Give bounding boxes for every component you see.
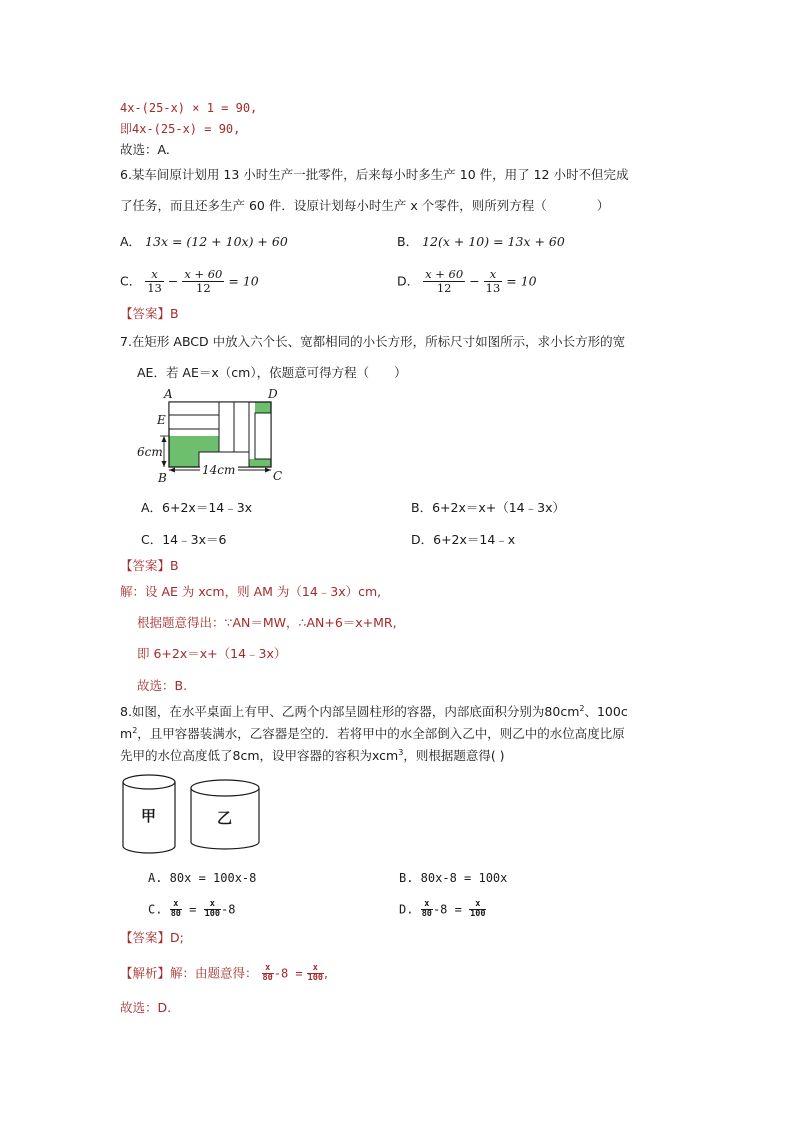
q6-option-a — [120, 234, 288, 250]
q8-choose: 故选：D. — [120, 1000, 172, 1015]
frac-denominator: 100 — [470, 909, 486, 919]
small-rect-1 — [169, 402, 219, 415]
q8-answer: 【答案】D; — [120, 930, 184, 945]
q7-option-d: D．6+2x＝14﹣x — [411, 532, 516, 547]
q8-text-3b: ，则根据题意得( ) — [403, 748, 505, 763]
frac-denominator: 12 — [436, 281, 452, 295]
q6-option-d-fraction-2 — [484, 268, 503, 295]
q8-option-d-fraction-2 — [469, 900, 486, 919]
frac-denominator: 100 — [307, 973, 323, 983]
q8-text-2b: ，且甲容器装满水，乙容器是空的．若将甲中的水全部倒入乙中，则乙中的水位高度比原 — [137, 726, 625, 741]
cylinder-yi-top — [191, 780, 259, 796]
prev-equation-2: 即4x-(25-x) = 90, — [120, 122, 241, 136]
label-height: 6cm — [137, 445, 163, 459]
green-region-top-right — [255, 402, 271, 413]
frac-numerator: x — [421, 900, 433, 910]
frac-denominator: 100 — [204, 909, 220, 919]
q8-solution — [120, 964, 328, 983]
q8-option-d-label: D. — [399, 902, 414, 917]
minus-eight-equals: -8 = — [432, 902, 462, 917]
minus-eight-equals: -8 = — [273, 966, 303, 981]
comma: , — [324, 965, 328, 981]
q8-text-1 — [120, 704, 628, 720]
q8-text-3 — [120, 748, 505, 764]
q7-solution-1: 解：设 AE 为 xcm，则 AM 为（14﹣3x）cm, — [120, 584, 382, 599]
q7-answer: 【答案】B — [120, 558, 179, 573]
q6-option-d-fraction-1 — [423, 268, 465, 295]
q8-cylinders-figure — [120, 770, 280, 860]
q6-option-a-label: A． — [120, 234, 142, 249]
q6-option-b-equation: 12(x + 10) = 13x + 60 — [422, 234, 565, 249]
q6-option-c-fraction-1 — [145, 268, 164, 295]
q7-text-2: AE．若 AE＝x（cm），依题意可得方程（ ） — [137, 365, 407, 380]
cylinder-jia-top — [123, 775, 175, 789]
q7-text-1: 7.在矩形 ABCD 中放入六个长、宽都相同的小长方形，所标尺寸如图所示，求小长方形的宽 — [120, 334, 626, 349]
frac-denominator: 13 — [485, 281, 501, 295]
q8-option-c — [148, 900, 235, 919]
minus-sign: − — [469, 273, 480, 289]
cylinder-yi-label: 乙 — [217, 809, 233, 827]
label-b: B — [158, 471, 167, 485]
q7-solution-3: 即 6+2x＝x+（14﹣3x） — [137, 646, 287, 661]
q6-option-c — [120, 268, 259, 295]
q6-option-b — [397, 234, 565, 250]
q7-option-b: B．6+2x＝x+（14﹣3x） — [411, 500, 565, 515]
q8-text-3a: 先甲的水位高度低了8cm，设甲容器的容积为xcm — [120, 748, 399, 763]
equals-ten: = 10 — [506, 273, 537, 289]
frac-numerator: x — [170, 900, 182, 910]
q8-text-1a: 8.如图，在水平桌面上有甲、乙两个内部呈圆柱形的容器，内部底面积分别为80cm — [120, 704, 580, 719]
frac-denominator: 80 — [421, 909, 432, 919]
dim-arrow-right — [265, 468, 271, 473]
small-rect-2 — [169, 415, 219, 429]
label-width: 14cm — [202, 463, 236, 477]
equals-ten: = 10 — [228, 273, 259, 289]
q8-solution-fraction-2 — [307, 964, 324, 983]
green-region-bottom-right — [249, 459, 271, 467]
q8-sup-1: 2 — [579, 704, 585, 713]
minus-eight: -8 — [221, 902, 236, 917]
q8-option-c-fraction-2 — [204, 900, 221, 919]
label-c: C — [273, 469, 283, 483]
q8-option-d — [399, 900, 486, 919]
q8-solution-label: 【解析】解：由题意得： — [120, 965, 258, 981]
q8-text-2a: m — [120, 726, 133, 741]
q6-option-a-equation: 13x = (12 + 10x) + 60 — [145, 234, 288, 249]
frac-numerator: x + 60 — [425, 267, 464, 281]
prev-choose: 故选：A. — [120, 142, 170, 157]
frac-numerator: x — [262, 964, 274, 974]
q6-answer: 【答案】B — [120, 306, 179, 321]
q8-option-d-fraction-1 — [421, 900, 433, 919]
equals-sign: = — [189, 902, 197, 917]
q8-option-c-label: C. — [148, 902, 163, 917]
q7-rectangle-figure — [134, 386, 294, 486]
label-a: A — [164, 387, 173, 401]
q8-sup-2: 2 — [132, 726, 138, 735]
frac-denominator: 13 — [147, 281, 162, 295]
q8-text-1b: 、100c — [584, 704, 628, 719]
q7-option-c: C．14﹣3x＝6 — [141, 532, 227, 547]
q6-option-c-label: C． — [120, 273, 142, 289]
minus-sign: − — [167, 273, 179, 289]
small-rect-5 — [255, 413, 271, 459]
prev-equation-1: 4x-(25-x) × 1 = 90, — [120, 101, 258, 115]
dim-arrow-up — [162, 436, 167, 442]
frac-numerator: x — [204, 900, 221, 910]
q8-text-2 — [120, 726, 625, 742]
q7-option-a: A．6+2x＝14﹣3x — [141, 500, 253, 515]
q7-solution-4: 故选：B. — [137, 678, 188, 693]
frac-denominator: 80 — [170, 909, 181, 919]
frac-numerator: x + 60 — [184, 267, 223, 281]
cylinder-jia-label: 甲 — [141, 807, 157, 825]
frac-numerator: x — [145, 268, 164, 282]
q6-option-c-fraction-2 — [182, 268, 224, 295]
dim-arrow-down — [162, 461, 167, 467]
q8-option-a: A. 80x = 100x-8 — [148, 871, 257, 885]
q7-solution-2: 根据题意得出：∵AN＝MW，∴AN+6＝x+MR, — [137, 615, 397, 630]
frac-denominator: 12 — [196, 281, 211, 295]
q6-option-d-label: D． — [397, 273, 420, 289]
label-e: E — [157, 413, 166, 427]
q6-option-b-label: B． — [397, 234, 419, 249]
q8-option-c-fraction-1 — [170, 900, 182, 919]
q8-sup-3: 3 — [398, 748, 404, 757]
q8-option-b: B. 80x-8 = 100x — [399, 871, 508, 885]
frac-denominator: 80 — [262, 973, 273, 983]
small-rect-3 — [219, 402, 234, 452]
small-rect-4 — [234, 402, 249, 452]
q6-option-d — [397, 268, 537, 295]
q8-solution-fraction-1 — [262, 964, 274, 983]
frac-numerator: x — [484, 268, 503, 282]
frac-numerator: x — [307, 964, 324, 974]
label-d: D — [268, 387, 278, 401]
q6-text-1: 6.某车间原计划用 13 小时生产一批零件，后来每小时多生产 10 件，用了 12 小时不但完成 — [120, 167, 629, 182]
q6-text-2: 了任务，而且还多生产 60 件．设原计划每小时生产 x 个零件，则所列方程（ ） — [120, 198, 610, 213]
dim-arrow-left — [169, 468, 175, 473]
frac-numerator: x — [469, 900, 486, 910]
